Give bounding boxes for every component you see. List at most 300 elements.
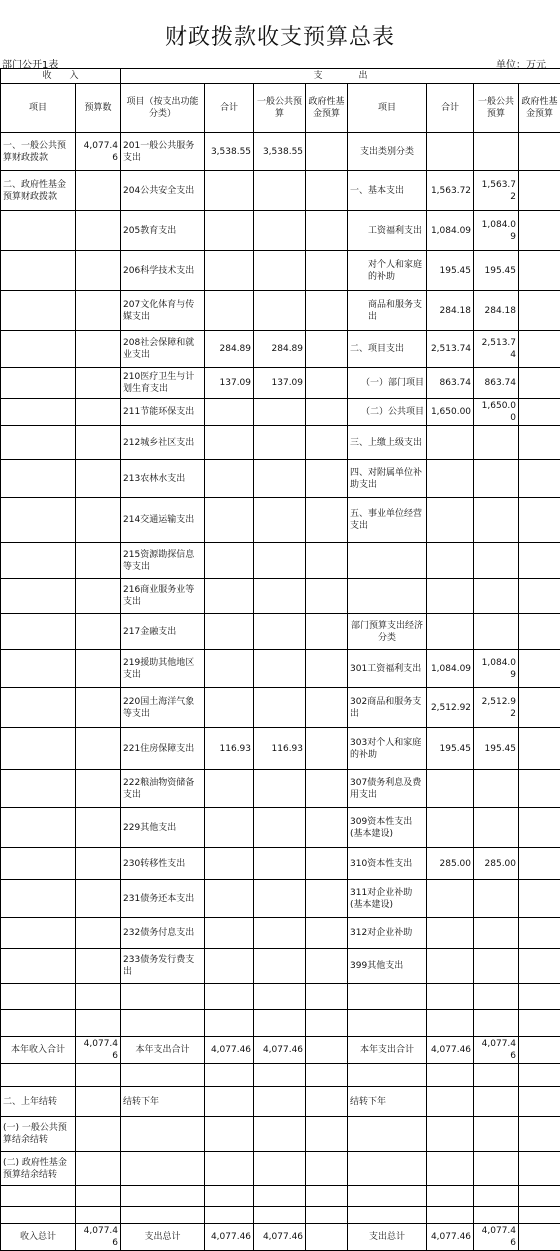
func-general-cell — [254, 808, 306, 848]
expense-general-cell — [474, 543, 519, 579]
func-total-cell — [205, 1064, 254, 1087]
expense-fund-cell — [519, 880, 560, 918]
income-item-cell — [1, 399, 76, 426]
func-general-cell — [254, 460, 306, 498]
table-row — [1, 808, 560, 848]
expense-total-cell: 1,650.00 — [427, 399, 474, 426]
income-item-cell: 二、上年结转 — [1, 1087, 76, 1117]
expense-item-cell — [348, 1064, 427, 1087]
func-fund-cell — [306, 1064, 348, 1087]
expense-fund-cell — [519, 770, 560, 808]
func-total-cell: 4,077.46 — [205, 1037, 254, 1064]
func-fund-cell — [306, 848, 348, 880]
expense-fund-cell — [519, 426, 560, 460]
func-item-cell: 213农林水支出 — [121, 460, 205, 498]
func-general-cell: 137.09 — [254, 368, 306, 399]
table-row — [1, 426, 560, 460]
expense-total-cell: 195.45 — [427, 251, 474, 291]
func-total-cell — [205, 918, 254, 949]
expense-item-cell — [348, 543, 427, 579]
func-item-cell: 233债务发行费支出 — [121, 949, 205, 984]
expense-general-cell: 1,084.09 — [474, 650, 519, 688]
expense-fund-cell — [519, 460, 560, 498]
func-general-cell — [254, 1087, 306, 1117]
func-total-cell — [205, 949, 254, 984]
func-item-cell — [121, 984, 205, 1010]
expense-item-cell: （一）部门项目 — [348, 368, 427, 399]
expense-fund-cell — [519, 918, 560, 949]
expense-total-cell — [427, 1152, 474, 1186]
func-general-cell — [254, 1064, 306, 1087]
func-general-cell — [254, 688, 306, 728]
income-item-cell — [1, 688, 76, 728]
col-total2: 合计 — [427, 84, 474, 133]
page-title: 财政拨款收支预算总表 — [164, 25, 395, 50]
expense-item-cell: 309资本性支出(基本建设) — [348, 808, 427, 848]
expense-general-cell — [474, 770, 519, 808]
func-fund-cell — [306, 770, 348, 808]
budget-table — [0, 68, 560, 1251]
income-amount-cell: 4,077.46 — [76, 1037, 121, 1064]
func-total-cell: 4,077.46 — [205, 1224, 254, 1251]
func-total-cell — [205, 426, 254, 460]
func-fund-cell — [306, 133, 348, 171]
func-fund-cell — [306, 331, 348, 368]
income-item-cell — [1, 1010, 76, 1037]
func-total-cell — [205, 171, 254, 211]
income-item-cell — [1, 251, 76, 291]
col-general: 一般公共预算 — [254, 84, 306, 133]
expense-general-cell — [474, 1117, 519, 1152]
func-item-cell — [121, 1152, 205, 1186]
income-amount-cell — [76, 688, 121, 728]
func-item-cell: 229其他支出 — [121, 808, 205, 848]
income-amount-cell — [76, 808, 121, 848]
table-row — [1, 133, 560, 171]
income-item-cell — [1, 728, 76, 770]
func-general-cell — [254, 984, 306, 1010]
func-fund-cell — [306, 650, 348, 688]
income-amount-cell — [76, 498, 121, 543]
expense-general-cell — [474, 460, 519, 498]
func-total-cell: 116.93 — [205, 728, 254, 770]
func-general-cell — [254, 918, 306, 949]
table-row — [1, 688, 560, 728]
func-general-cell — [254, 399, 306, 426]
func-total-cell — [205, 399, 254, 426]
func-item-cell: 208社会保障和就业支出 — [121, 331, 205, 368]
expense-general-cell: 1,563.72 — [474, 171, 519, 211]
table-row — [1, 1152, 560, 1186]
expense-fund-cell — [519, 291, 560, 331]
func-total-cell — [205, 650, 254, 688]
income-amount-cell — [76, 426, 121, 460]
table-row — [1, 728, 560, 770]
income-amount-cell — [76, 1064, 121, 1087]
table-row — [1, 251, 560, 291]
func-total-cell — [205, 770, 254, 808]
income-amount-cell — [76, 770, 121, 808]
func-item-cell: 214交通运输支出 — [121, 498, 205, 543]
income-amount-cell — [76, 1207, 121, 1224]
expense-total-cell — [427, 1064, 474, 1087]
expense-item-cell: 结转下年 — [348, 1087, 427, 1117]
expense-general-cell — [474, 1207, 519, 1224]
func-general-cell — [254, 251, 306, 291]
income-amount-cell — [76, 251, 121, 291]
func-general-cell — [254, 579, 306, 614]
func-item-cell: 219援助其他地区支出 — [121, 650, 205, 688]
income-amount-cell — [76, 949, 121, 984]
col-item: 项目 — [1, 84, 76, 133]
income-amount-cell — [76, 880, 121, 918]
table-row — [1, 579, 560, 614]
income-amount-cell — [76, 984, 121, 1010]
func-fund-cell — [306, 426, 348, 460]
expense-item-cell: 一、基本支出 — [348, 171, 427, 211]
income-item-cell — [1, 211, 76, 251]
col-item2: 项目 — [348, 84, 427, 133]
expense-total-cell — [427, 1087, 474, 1117]
income-amount-cell: 4,077.46 — [76, 133, 121, 171]
func-general-cell — [254, 498, 306, 543]
expense-item-cell: 支出总计 — [348, 1224, 427, 1251]
table-row — [1, 1010, 560, 1037]
expense-general-cell: 4,077.46 — [474, 1224, 519, 1251]
expense-fund-cell — [519, 251, 560, 291]
func-total-cell — [205, 498, 254, 543]
income-item-cell — [1, 614, 76, 650]
table-row — [1, 543, 560, 579]
income-item-cell — [1, 291, 76, 331]
func-item-cell: 结转下年 — [121, 1087, 205, 1117]
func-general-cell: 3,538.55 — [254, 133, 306, 171]
func-total-cell — [205, 688, 254, 728]
income-item-cell — [1, 949, 76, 984]
expense-general-cell — [474, 1010, 519, 1037]
func-item-cell: 207文化体育与传媒支出 — [121, 291, 205, 331]
func-fund-cell — [306, 949, 348, 984]
income-amount-cell — [76, 918, 121, 949]
func-general-cell — [254, 426, 306, 460]
func-total-cell — [205, 211, 254, 251]
func-general-cell — [254, 1117, 306, 1152]
expense-fund-cell — [519, 1207, 560, 1224]
expense-total-cell — [427, 614, 474, 650]
func-fund-cell — [306, 1010, 348, 1037]
income-item-cell: 一、一般公共预算财政拨款 — [1, 133, 76, 171]
expense-item-cell: 311对企业补助(基本建设) — [348, 880, 427, 918]
func-fund-cell — [306, 399, 348, 426]
income-amount-cell — [76, 460, 121, 498]
expense-fund-cell — [519, 949, 560, 984]
expense-total-cell: 2,512.92 — [427, 688, 474, 728]
func-item-cell: 201一般公共服务支出 — [121, 133, 205, 171]
func-total-cell — [205, 251, 254, 291]
func-item-cell: 216商业服务业等支出 — [121, 579, 205, 614]
expense-fund-cell — [519, 1087, 560, 1117]
income-item-cell — [1, 880, 76, 918]
expense-item-cell: 310资本性支出 — [348, 848, 427, 880]
func-item-cell — [121, 1010, 205, 1037]
func-fund-cell — [306, 543, 348, 579]
func-general-cell — [254, 1186, 306, 1207]
func-item-cell: 205教育支出 — [121, 211, 205, 251]
func-item-cell: 222粮油物资储备支出 — [121, 770, 205, 808]
func-fund-cell — [306, 808, 348, 848]
expense-general-cell — [474, 1087, 519, 1117]
func-fund-cell — [306, 1224, 348, 1251]
expense-total-cell — [427, 460, 474, 498]
expense-total-cell — [427, 984, 474, 1010]
expense-fund-cell — [519, 579, 560, 614]
table-row — [1, 1087, 560, 1117]
expense-total-cell — [427, 579, 474, 614]
func-fund-cell — [306, 1186, 348, 1207]
income-item-cell: 收入总计 — [1, 1224, 76, 1251]
expense-total-cell — [427, 770, 474, 808]
income-amount-cell — [76, 399, 121, 426]
expense-total-cell: 863.74 — [427, 368, 474, 399]
expense-total-cell — [427, 918, 474, 949]
expense-total-cell — [427, 880, 474, 918]
expense-general-cell: 1,650.00 — [474, 399, 519, 426]
func-item-cell: 220国土海洋气象等支出 — [121, 688, 205, 728]
expense-general-cell — [474, 579, 519, 614]
func-total-cell — [205, 1152, 254, 1186]
expense-item-cell: 本年支出合计 — [348, 1037, 427, 1064]
func-total-cell — [205, 984, 254, 1010]
func-fund-cell — [306, 728, 348, 770]
func-fund-cell — [306, 368, 348, 399]
expense-total-cell: 1,084.09 — [427, 650, 474, 688]
func-item-cell: 211节能环保支出 — [121, 399, 205, 426]
func-fund-cell — [306, 1207, 348, 1224]
table-row — [1, 368, 560, 399]
expense-item-cell — [348, 579, 427, 614]
col-func-item: 项目（按支出功能分类） — [121, 84, 205, 133]
table-row — [1, 291, 560, 331]
func-general-cell — [254, 211, 306, 251]
func-item-cell — [121, 1117, 205, 1152]
expense-total-cell: 284.18 — [427, 291, 474, 331]
income-amount-cell — [76, 211, 121, 251]
table-row — [1, 1207, 560, 1224]
expense-item-cell: 303对个人和家庭的补助 — [348, 728, 427, 770]
func-fund-cell — [306, 688, 348, 728]
expense-fund-cell — [519, 1064, 560, 1087]
func-fund-cell — [306, 171, 348, 211]
func-total-cell — [205, 848, 254, 880]
table-row — [1, 1117, 560, 1152]
expense-total-cell — [427, 1186, 474, 1207]
func-item-cell — [121, 1186, 205, 1207]
func-general-cell — [254, 848, 306, 880]
expense-fund-cell — [519, 650, 560, 688]
expense-item-cell — [348, 1010, 427, 1037]
expense-item-cell: 312对企业补助 — [348, 918, 427, 949]
income-item-cell: (二) 政府性基金预算结余结转 — [1, 1152, 76, 1186]
func-general-cell — [254, 949, 306, 984]
expense-general-cell: 2,513.74 — [474, 331, 519, 368]
func-total-cell — [205, 808, 254, 848]
func-total-cell — [205, 1087, 254, 1117]
income-item-cell: 二、政府性基金预算财政拨款 — [1, 171, 76, 211]
func-total-cell — [205, 1010, 254, 1037]
func-fund-cell — [306, 614, 348, 650]
func-total-cell — [205, 614, 254, 650]
expense-fund-cell — [519, 399, 560, 426]
income-amount-cell — [76, 368, 121, 399]
expense-total-cell — [427, 808, 474, 848]
func-general-cell: 4,077.46 — [254, 1224, 306, 1251]
expense-total-cell — [427, 498, 474, 543]
income-item-cell — [1, 331, 76, 368]
income-amount-cell — [76, 291, 121, 331]
income-item-cell — [1, 460, 76, 498]
expense-item-cell: 302商品和服务支出 — [348, 688, 427, 728]
table-row — [1, 848, 560, 880]
expense-general-cell: 195.45 — [474, 251, 519, 291]
func-item-cell: 221住房保障支出 — [121, 728, 205, 770]
table-row — [1, 171, 560, 211]
table-row — [1, 498, 560, 543]
func-item-cell: 230转移性支出 — [121, 848, 205, 880]
func-total-cell — [205, 291, 254, 331]
income-item-cell — [1, 1186, 76, 1207]
func-fund-cell — [306, 918, 348, 949]
income-item-cell — [1, 848, 76, 880]
func-total-cell — [205, 579, 254, 614]
expense-item-cell: 五、事业单位经营支出 — [348, 498, 427, 543]
col-total: 合计 — [205, 84, 254, 133]
table-row — [1, 1224, 560, 1251]
func-item-cell: 本年支出合计 — [121, 1037, 205, 1064]
income-amount-cell — [76, 1010, 121, 1037]
income-item-cell — [1, 650, 76, 688]
income-amount-cell — [76, 728, 121, 770]
expense-item-cell: （二）公共项目 — [348, 399, 427, 426]
expense-fund-cell — [519, 1186, 560, 1207]
income-amount-cell — [76, 848, 121, 880]
table-row — [1, 918, 560, 949]
income-item-cell — [1, 1064, 76, 1087]
expense-general-cell — [474, 426, 519, 460]
table-row — [1, 650, 560, 688]
func-general-cell — [254, 171, 306, 211]
expense-total-cell: 2,513.74 — [427, 331, 474, 368]
expense-fund-cell — [519, 543, 560, 579]
expense-general-cell — [474, 614, 519, 650]
table-row — [1, 614, 560, 650]
expense-total-cell — [427, 1117, 474, 1152]
expense-total-cell — [427, 1207, 474, 1224]
income-amount-cell — [76, 1087, 121, 1117]
income-amount-cell — [76, 579, 121, 614]
func-general-cell — [254, 770, 306, 808]
expense-total-cell: 4,077.46 — [427, 1224, 474, 1251]
expense-fund-cell — [519, 984, 560, 1010]
expense-fund-cell — [519, 688, 560, 728]
expense-header: 支 出 — [121, 69, 560, 84]
income-item-cell — [1, 368, 76, 399]
expense-general-cell — [474, 949, 519, 984]
func-total-cell — [205, 880, 254, 918]
table-row — [1, 1037, 560, 1064]
expense-general-cell: 195.45 — [474, 728, 519, 770]
col-gov-fund2: 政府性基金预算 — [519, 84, 560, 133]
expense-fund-cell — [519, 1117, 560, 1152]
expense-fund-cell — [519, 368, 560, 399]
income-amount-cell — [76, 614, 121, 650]
col-general2: 一般公共预算 — [474, 84, 519, 133]
expense-fund-cell — [519, 171, 560, 211]
income-amount-cell — [76, 1152, 121, 1186]
expense-general-cell: 2,512.92 — [474, 688, 519, 728]
expense-total-cell — [427, 1010, 474, 1037]
income-item-cell — [1, 918, 76, 949]
func-item-cell: 217金融支出 — [121, 614, 205, 650]
expense-general-cell — [474, 808, 519, 848]
expense-item-cell — [348, 1152, 427, 1186]
func-fund-cell — [306, 498, 348, 543]
func-total-cell: 3,538.55 — [205, 133, 254, 171]
unit-label: 单位：万元 — [496, 60, 546, 71]
income-item-cell — [1, 579, 76, 614]
func-item-cell: 231债务还本支出 — [121, 880, 205, 918]
expense-total-cell — [427, 949, 474, 984]
expense-item-cell — [348, 1117, 427, 1152]
expense-general-cell: 863.74 — [474, 368, 519, 399]
func-fund-cell — [306, 460, 348, 498]
func-general-cell: 284.89 — [254, 331, 306, 368]
income-amount-cell: 4,077.46 — [76, 1224, 121, 1251]
func-item-cell: 212城乡社区支出 — [121, 426, 205, 460]
income-item-cell — [1, 426, 76, 460]
expense-total-cell: 195.45 — [427, 728, 474, 770]
func-general-cell — [254, 291, 306, 331]
table-row — [1, 1064, 560, 1087]
table-row — [1, 880, 560, 918]
func-general-cell — [254, 1152, 306, 1186]
expense-fund-cell — [519, 1010, 560, 1037]
income-item-cell: 本年收入合计 — [1, 1037, 76, 1064]
expense-total-cell — [427, 133, 474, 171]
func-item-cell: 206科学技术支出 — [121, 251, 205, 291]
func-total-cell — [205, 1186, 254, 1207]
expense-general-cell — [474, 984, 519, 1010]
func-total-cell — [205, 460, 254, 498]
income-amount-cell — [76, 650, 121, 688]
table-row — [1, 770, 560, 808]
func-fund-cell — [306, 1117, 348, 1152]
income-amount-cell — [76, 543, 121, 579]
income-amount-cell — [76, 331, 121, 368]
table-row — [1, 331, 560, 368]
expense-total-cell: 1,563.72 — [427, 171, 474, 211]
expense-total-cell — [427, 543, 474, 579]
func-item-cell: 210医疗卫生与计划生育支出 — [121, 368, 205, 399]
income-amount-cell — [76, 1117, 121, 1152]
expense-item-cell: 部门预算支出经济分类 — [348, 614, 427, 650]
income-item-cell — [1, 1207, 76, 1224]
table-row — [1, 399, 560, 426]
func-general-cell: 116.93 — [254, 728, 306, 770]
dept-label: 部门公开1表 — [2, 60, 59, 71]
func-item-cell: 232债务付息支出 — [121, 918, 205, 949]
func-total-cell: 137.09 — [205, 368, 254, 399]
expense-item-cell: 301工资福利支出 — [348, 650, 427, 688]
